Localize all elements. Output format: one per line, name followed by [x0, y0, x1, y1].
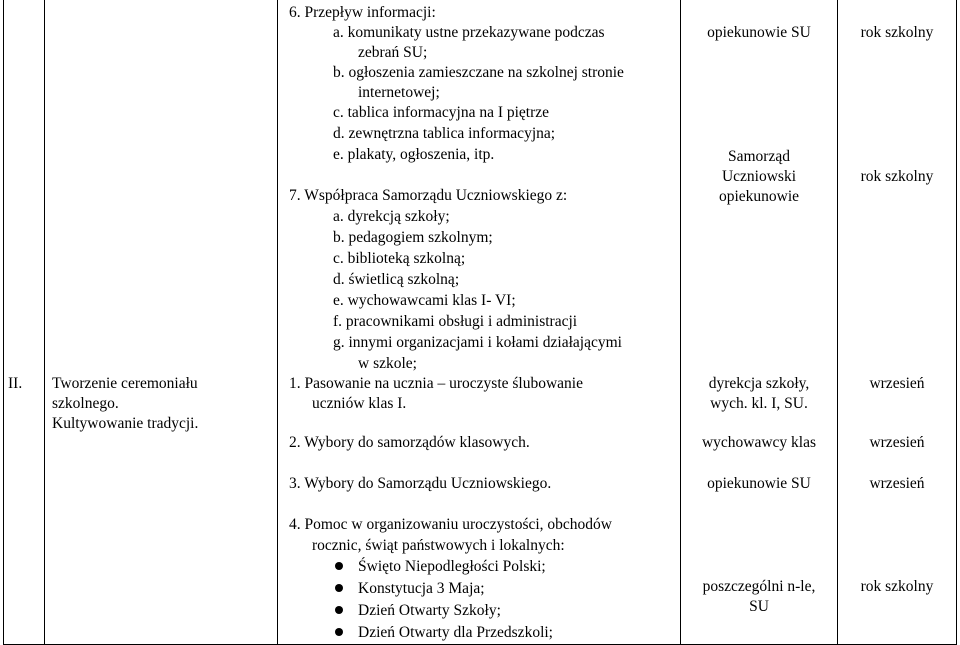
- section-number: II.: [8, 375, 23, 392]
- task4-timeframe: rok szkolny: [860, 578, 934, 595]
- bullet-icon: [335, 584, 343, 592]
- section6-item-e: e. plakaty, ogłoszenia, itp.: [333, 146, 495, 163]
- task1-line2: uczniów klas I.: [312, 395, 407, 412]
- section-name-line3: Kultywowanie tradycji.: [52, 415, 199, 432]
- section7-title: 7. Współpraca Samorządu Uczniowskiego z:: [289, 187, 568, 204]
- task2-timeframe: wrzesień: [869, 434, 925, 451]
- section7-item-f: f. pracownikami obsługi i administracji: [333, 313, 578, 330]
- task4-bullet-2: Konstytucja 3 Maja;: [358, 580, 485, 597]
- section7-responsible-line1: Samorząd: [728, 148, 790, 165]
- task2-responsible: wychowawcy klas: [701, 434, 817, 451]
- task2: 2. Wybory do samorządów klasowych.: [289, 434, 530, 451]
- task4-bullet-4: Dzień Otwarty dla Przedszkoli;: [358, 624, 553, 641]
- table-border-right: [956, 0, 957, 645]
- bullet-icon: [335, 628, 343, 636]
- task1-line1: 1. Pasowanie na ucznia – uroczyste ślubowanie: [289, 375, 583, 392]
- section7-item-g: g. innymi organizacjami i kołami działającymi: [333, 334, 622, 351]
- task4-line1: 4. Pomoc w organizowaniu uroczystości, obchodów: [289, 516, 613, 533]
- bullet-icon: [335, 606, 343, 614]
- section6-title: 6. Przepływ informacji:: [289, 4, 436, 21]
- task1-timeframe: wrzesień: [869, 375, 925, 392]
- section6-item-c: c. tablica informacyjna na I piętrze: [333, 104, 550, 121]
- section7-responsible-line2: Uczniowski: [721, 168, 797, 185]
- section7-item-b: b. pedagogiem szkolnym;: [333, 229, 493, 246]
- task1-responsible-line1: dyrekcja szkoły,: [708, 375, 810, 392]
- section7-item-d: d. świetlicą szkolną;: [333, 271, 460, 288]
- section6-timeframe: rok szkolny: [860, 24, 934, 41]
- section6-item-a: a. komunikaty ustne przekazywane podczas: [333, 24, 605, 41]
- task3-timeframe: wrzesień: [869, 475, 925, 492]
- task1-responsible-line2: wych. kl. I, SU.: [710, 395, 808, 412]
- task4-responsible-line1: poszczególni n-le,: [702, 578, 816, 595]
- section7-item-c: c. biblioteką szkolną;: [333, 250, 466, 267]
- task4-bullet-1: Święto Niepodległości Polski;: [358, 558, 546, 575]
- section-name-line2: szkolnego.: [52, 395, 119, 412]
- table-divider-1: [44, 0, 45, 645]
- section7-timeframe: rok szkolny: [860, 168, 934, 185]
- task3: 3. Wybory do Samorządu Uczniowskiego.: [289, 475, 552, 492]
- section6-item-b-cont: internetowej;: [358, 84, 440, 101]
- task4-responsible-line2: SU: [749, 598, 769, 615]
- task4-line2: rocznic, świąt państwowych i lokalnych:: [312, 537, 565, 554]
- table-divider-4: [837, 0, 838, 645]
- section6-item-d: d. zewnętrzna tablica informacyjna;: [333, 125, 556, 142]
- section7-item-a: a. dyrekcją szkoły;: [333, 208, 450, 225]
- task3-responsible: opiekunowie SU: [707, 475, 811, 492]
- section6-item-a-cont: zebrań SU;: [358, 44, 428, 61]
- section6-item-b: b. ogłoszenia zamieszczane na szkolnej stronie: [333, 64, 624, 81]
- table-divider-2: [277, 0, 278, 645]
- task4-bullet-3: Dzień Otwarty Szkoły;: [358, 602, 501, 619]
- section7-item-e: e. wychowawcami klas I- VI;: [333, 292, 516, 309]
- table-divider-3: [680, 0, 681, 645]
- section6-responsible: opiekunowie SU: [707, 24, 811, 41]
- bullet-icon: [335, 562, 343, 570]
- section-name-line1: Tworzenie ceremoniału: [52, 375, 198, 392]
- table-border-left: [3, 0, 4, 645]
- section7-responsible-line3: opiekunowie: [718, 188, 800, 205]
- section7-item-g-cont: w szkole;: [358, 355, 417, 372]
